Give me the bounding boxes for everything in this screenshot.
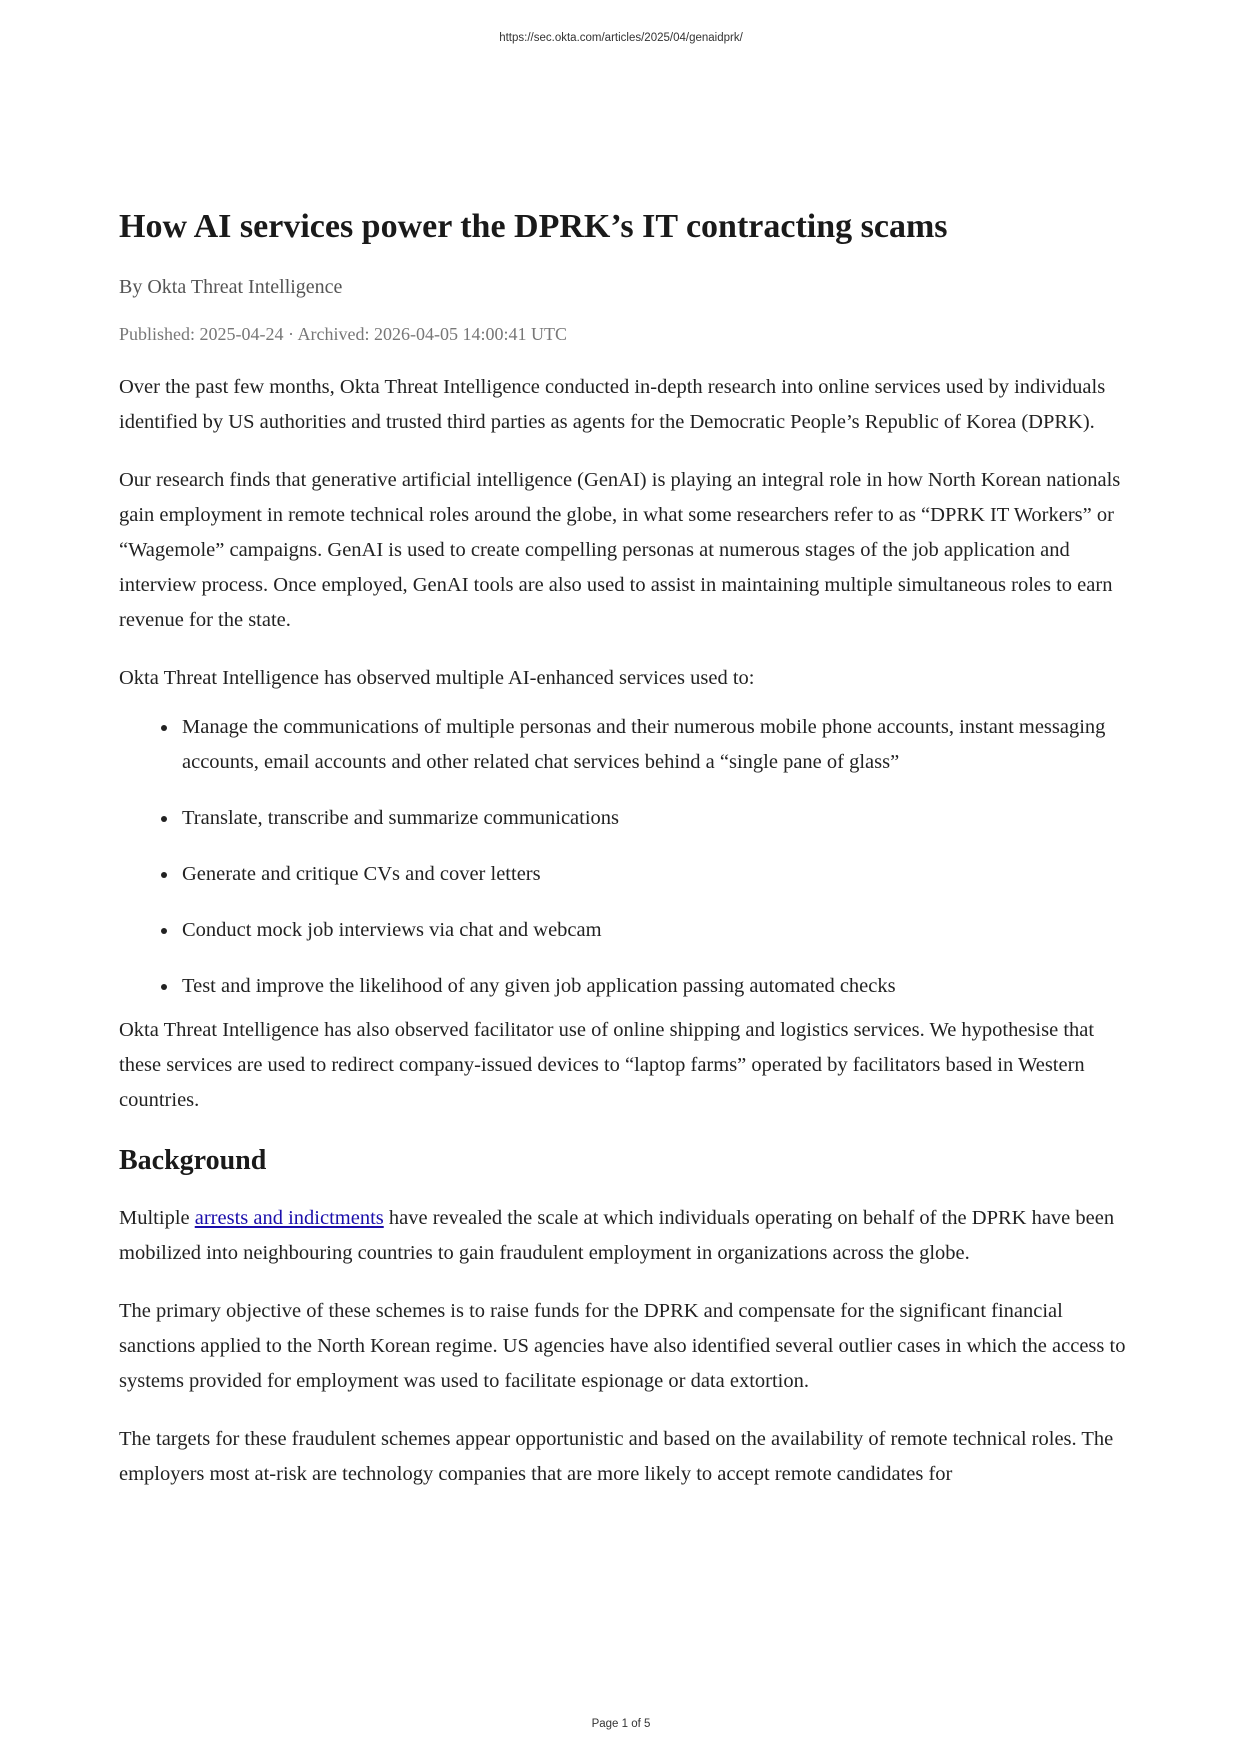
article-meta: Published: 2025-04-24 · Archived: 2026-04-05 14:00:41 UTC [119,324,567,344]
background-p1-end: have revealed the scale at which individuals operating on behalf of the DPRK have been mobilized into neighbouring countries to gain fraudulent employment in organizations across the globe. [119,1207,1115,1264]
ai-services-list [119,710,1129,1004]
background-p1-start: Multiple [119,1207,195,1229]
article-title: How AI services power the DPRK’s IT contracting scams [119,208,948,245]
intro-paragraph-3: Okta Threat Intelligence has observed multiple AI-enhanced services used to: [119,667,755,689]
facilitator-paragraph: Okta Threat Intelligence has also observed facilitator use of online shipping and logistics services. We hypothesise that these services are used to redirect company-issued devices to “laptop farms” operated by facilitators based in Western countries. [119,1019,1095,1111]
list-item: Translate, transcribe and summarize communications [182,801,1129,836]
page-number: Page 1 of 5 [591,1718,651,1730]
background-heading: Background [119,1145,267,1176]
list-item: Conduct mock job interviews via chat and webcam [182,913,1129,948]
list-item: Test and improve the likelihood of any given job application passing automated checks [182,969,1129,1004]
intro-paragraph-1: Over the past few months, Okta Threat Intelligence conducted in-depth research into online services used by individuals identified by US authorities and trusted third parties as agents for the Democratic People’s Republic of Korea (DPRK). [119,376,1106,433]
page-url: https://sec.okta.com/articles/2025/04/genaidprk/ [499,32,743,44]
background-paragraph-1 [119,1201,1129,1271]
article [119,206,1129,1492]
intro-paragraph-2: Our research finds that generative artificial intelligence (GenAI) is playing an integral role in how North Korean nationals gain employment in remote technical roles around the globe, in what some researchers refer to as “DPRK IT Workers” or “Wagemole” campaigns. GenAI is used to create compelling personas at numerous stages of the job application and interview process. Once employed, GenAI tools are also used to assist in maintaining multiple simultaneous roles to earn revenue for the state. [119,469,1121,631]
list-item: Manage the communications of multiple personas and their numerous mobile phone accounts, instant messaging accounts, email accounts and other related chat services behind a “single pane of glass” [182,710,1129,780]
list-item: Generate and critique CVs and cover letters [182,857,1129,892]
article-byline: By Okta Threat Intelligence [119,276,343,298]
background-paragraph-3: The targets for these fraudulent schemes appear opportunistic and based on the availability of remote technical roles. The employers most at-risk are technology companies that are more likely to accept remote candidates for [119,1428,1114,1485]
arrests-indictments-link[interactable]: arrests and indictments [194,1207,384,1229]
background-paragraph-2: The primary objective of these schemes is to raise funds for the DPRK and compensate for the significant financial sanctions applied to the North Korean regime. US agencies have also identified several outlier cases in which the access to systems provided for employment was used to facilitate espionage or data extortion. [119,1300,1126,1392]
